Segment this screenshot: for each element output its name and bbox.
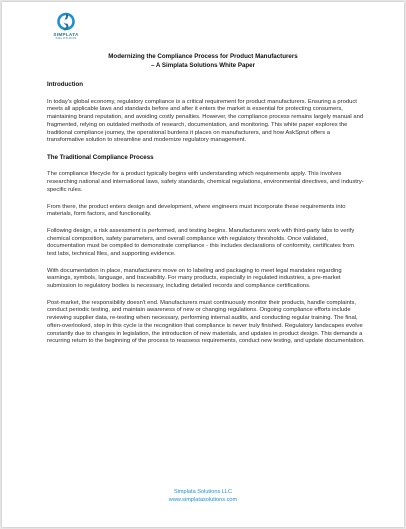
- paragraph: In today's global economy, regulatory compliance is a critical requirement for product manufacturers. Ensuring a product meets all applicable laws and standards before and after it enters the market is essential for protecting consumers, maintaining brand reputation, and avoiding costly penalties. However, the compliance process remains largely manual and fragmented, relying on outdated methods of research, documentation, and monitoring. This white paper explores the traditional compliance journey, the operational burdens it places on manufacturers, and how AskSprut offers a transformative solution to streamline and modernize regulatory management.: [47, 98, 364, 144]
- section-heading-traditional-process: The Traditional Compliance Process: [47, 153, 154, 161]
- title-line-1: Modernizing the Compliance Process for Product Manufacturers: [108, 53, 298, 60]
- logo-company-name: SIMPLATA: [53, 32, 79, 37]
- footer-company-name: Simplata Solutions LLC: [173, 489, 233, 495]
- document-title: [42, 53, 364, 70]
- section-heading-introduction: Introduction: [47, 81, 84, 88]
- footer-website-link[interactable]: www.simplatasolutions.com: [168, 496, 238, 503]
- paragraph: Following design, a risk assessment is performed, and testing begins. Manufacturers work with third-party labs to verify chemical composition, safety parameters, and overall compliance with regulatory thresholds. Once validated, documentation must be compiled to demonstrate compliance - this includes declarations of conformity, certificates from test labs, technical files, and supporting evidence.: [47, 227, 355, 258]
- simplata-logo-icon: [57, 12, 75, 32]
- company-logo: [46, 12, 86, 48]
- title-line-2: – A Simplata Solutions White Paper: [150, 61, 256, 69]
- document-page: [2, 2, 404, 527]
- document-body: [47, 81, 365, 355]
- logo-tagline: SOLUTIONS: [55, 36, 77, 40]
- paragraph: From there, the product enters design and development, where engineers must incorporate these requirements into materials, form factors, and functionality.: [47, 203, 346, 218]
- paragraph: Post-market, the responsibility doesn't end. Manufacturers must continuously monitor their products, handle complaints, conduct periodic testing, and maintain awareness of new or changing regulations. Ongoing compliance efforts include reviewing supplier data, re-testing when necessary, performing internal audits, and conducting regular training. The final, often-overlooked, step in this cycle is the recognition that compliance is never truly finished. Regulatory landscapes evolve constantly due to changes in legislation, the introduction of new materials, and updates in product design. This demands a recurring return to the beginning of the process to reassess requirements, conduct new testing, and update documentation.: [47, 299, 365, 345]
- document-footer: [42, 489, 364, 504]
- paragraph: With documentation in place, manufacturers move on to labeling and packaging to meet legal mandates regarding warnings, symbols, language, and traceability. For many products, especially in regulated industries, a pre-market submission to regulatory bodies is necessary, including detailed records and compliance certifications.: [47, 267, 342, 290]
- paragraph: The compliance lifecycle for a product typically begins with understanding which requirements apply. This involves researching national and international laws, safety standards, chemical regulations, environmental directives, and industry-specific rules.: [47, 171, 364, 193]
